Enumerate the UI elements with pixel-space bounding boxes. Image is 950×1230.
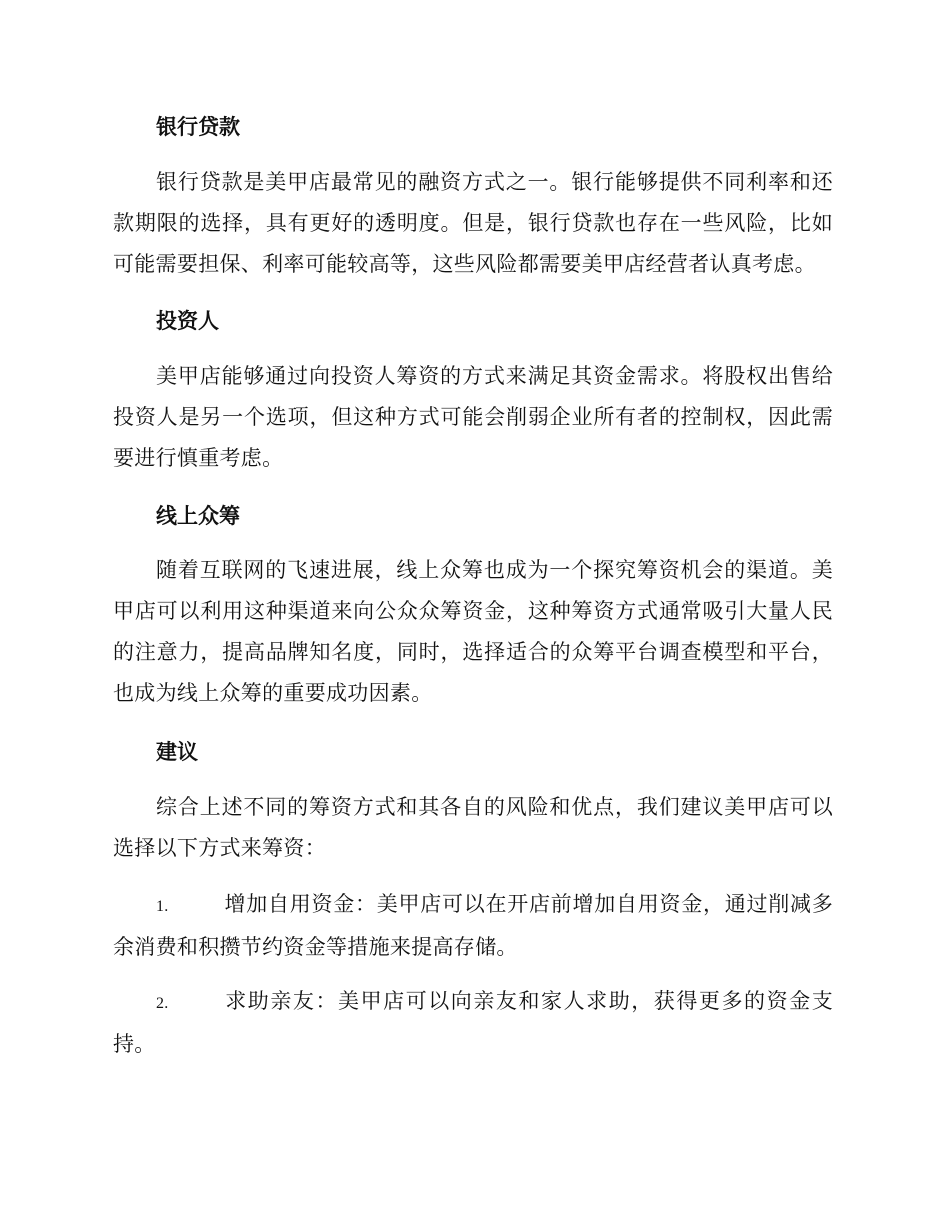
section-body-bank-loan: 银行贷款是美甲店最常见的融资方式之一。银行能够提供不同利率和还款期限的选择，具有更好的透明度。但是，银行贷款也存在一些风险，比如可能需要担保、利率可能较高等，这些风险都需要美甲店经营者认真考虑。: [113, 170, 833, 276]
section-body-investor: 美甲店能够通过向投资人筹资的方式来满足其资金需求。将股权出售给投资人是另一个选项，但这种方式可能会削弱企业所有者的控制权，因此需要进行慎重考虑。: [113, 364, 833, 470]
list-number: 2.: [156, 995, 169, 1012]
list-item: [113, 884, 833, 968]
list-item: [113, 981, 833, 1065]
section-heading-suggestion: 建议: [156, 740, 198, 764]
section-body-suggestion: 综合上述不同的筹资方式和其各自的风险和优点，我们建议美甲店可以选择以下方式来筹资：: [113, 795, 833, 860]
list-text: 增加自用资金：美甲店可以在开店前增加自用资金，通过削减多余消费和积攒节约资金等措施来提高存储。: [113, 892, 833, 959]
list-text: 求助亲友：美甲店可以向亲友和家人求助，获得更多的资金支持。: [113, 989, 833, 1056]
section-heading-crowdfunding: 线上众筹: [156, 504, 240, 528]
section-heading-bank-loan: 银行贷款: [156, 115, 240, 139]
list-number: 1.: [156, 898, 169, 915]
section-heading-investor: 投资人: [156, 309, 219, 333]
section-body-crowdfunding: 随着互联网的飞速进展，线上众筹也成为一个探究筹资机会的渠道。美甲店可以利用这种渠道来向公众众筹资金，这种筹资方式通常吸引大量人民的注意力，提高品牌知名度，同时，选择适合的众筹平台调查模型和平台，也成为线上众筹的重要成功因素。: [113, 558, 833, 705]
